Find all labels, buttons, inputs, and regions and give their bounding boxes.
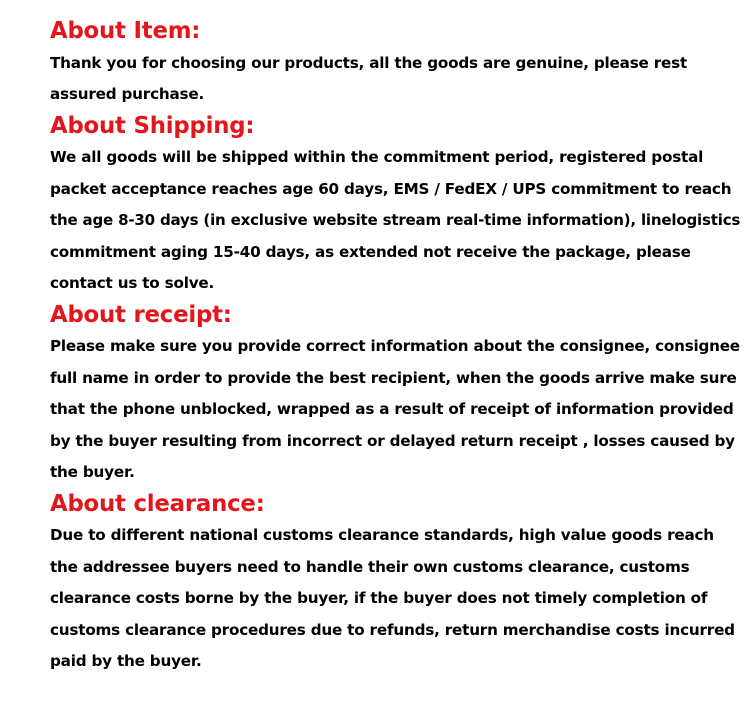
text-line: the addressee buyers need to handle their own customs clearance, customs bbox=[50, 557, 690, 576]
section-heading: About clearance: bbox=[50, 490, 265, 517]
section-body bbox=[50, 331, 740, 489]
text-line: full name in order to provide the best recipient, when the goods arrive make sure bbox=[50, 368, 737, 387]
text-line: We all goods will be shipped within the commitment period, registered postal bbox=[50, 148, 704, 166]
text-line: by the buyer resulting from incorrect or delayed return receipt , losses caused by bbox=[50, 431, 735, 450]
policy-document bbox=[50, 16, 740, 678]
text-line: commitment aging 15-40 days, as extended not receive the package, please bbox=[50, 242, 691, 261]
text-line: Due to different national customs clearance standards, high value goods reach bbox=[50, 526, 714, 544]
text-line: contact us to solve. bbox=[50, 274, 215, 292]
text-line: the age 8-30 days (in exclusive website stream real-time information), linelogistics bbox=[50, 211, 741, 229]
text-line: Please make sure you provide correct information about the consignee, consignee bbox=[50, 337, 740, 355]
text-line: paid by the buyer. bbox=[50, 652, 202, 670]
about-item-section bbox=[50, 16, 740, 111]
section-heading: About receipt: bbox=[50, 301, 232, 328]
section-heading: About Item: bbox=[50, 18, 201, 44]
section-body bbox=[50, 48, 740, 111]
text-line: clearance costs borne by the buyer, if the buyer does not timely completion of bbox=[50, 589, 708, 607]
text-line: assured purchase. bbox=[50, 85, 205, 103]
text-line: that the phone unblocked, wrapped as a result of receipt of information provided bbox=[50, 400, 734, 418]
text-line: packet acceptance reaches age 60 days, EMS / FedEX / UPS commitment to reach bbox=[50, 179, 732, 198]
section-body bbox=[50, 142, 740, 300]
text-line: Thank you for choosing our products, all the goods are genuine, please rest bbox=[50, 53, 688, 72]
about-receipt-section bbox=[50, 300, 740, 489]
about-clearance-section bbox=[50, 489, 740, 678]
text-line: customs clearance procedures due to refunds, return merchandise costs incurred bbox=[50, 620, 735, 639]
text-line: the buyer. bbox=[50, 463, 135, 481]
section-heading: About Shipping: bbox=[50, 112, 255, 139]
section-body bbox=[50, 520, 740, 678]
about-shipping-section bbox=[50, 111, 740, 300]
